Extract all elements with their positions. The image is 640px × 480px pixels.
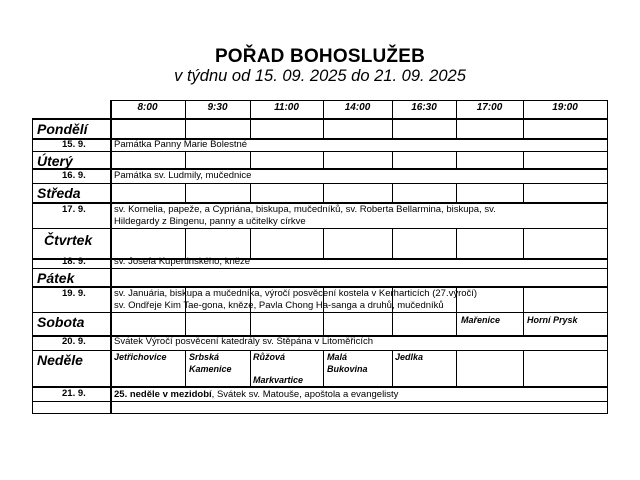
place-label: Malá (327, 352, 348, 362)
time-column-rule (392, 228, 393, 258)
day-name: Středa (37, 185, 81, 201)
table-rule (32, 183, 608, 184)
time-column-rule (185, 312, 186, 335)
place-label: Mařenice (461, 315, 501, 325)
time-column-rule (250, 312, 251, 335)
time-column-rule (392, 312, 393, 335)
table-rule (32, 268, 608, 269)
time-column-rule (456, 350, 457, 386)
place-label: Jetřichovice (114, 352, 167, 362)
time-column-rule (185, 228, 186, 258)
time-column-rule (323, 312, 324, 335)
day-note: sv. Josefa Kupertinského, kněze (114, 256, 251, 267)
time-column-rule (323, 228, 324, 258)
time-column-rule (523, 286, 524, 312)
time-column-rule (523, 312, 524, 335)
day-name: Neděle (37, 352, 83, 368)
time-column-rule (185, 183, 186, 202)
time-column-rule (185, 151, 186, 168)
time-column-rule (250, 183, 251, 202)
day-name: Čtvrtek (44, 232, 93, 248)
day-note: sv. Kornelia, papeže, a Cypriána, biskupa, mučedníků, sv. Roberta Bellarmina, biskupa, sv. (114, 204, 496, 215)
table-rule (32, 386, 608, 388)
time-header: 11:00 (274, 102, 299, 113)
time-header: 16:30 (411, 102, 437, 113)
time-header: 8:00 (137, 102, 158, 113)
time-column-rule (323, 151, 324, 168)
time-column-rule (185, 118, 186, 138)
time-header: 9:30 (207, 102, 228, 113)
time-column-rule (523, 350, 524, 386)
time-column-rule (392, 151, 393, 168)
day-date: 21. 9. (62, 388, 86, 399)
day-date: 18. 9. (62, 256, 86, 267)
day-name: Pondělí (37, 121, 88, 137)
table-rule (32, 350, 608, 351)
day-note (114, 389, 398, 400)
page-subtitle: v týdnu od 15. 09. 2025 do 21. 09. 2025 (174, 67, 466, 85)
sunday-title: 25. neděle v mezidobí (114, 389, 212, 400)
day-name: Pátek (37, 270, 75, 286)
time-column-rule (456, 228, 457, 258)
time-column-rule (392, 350, 393, 386)
day-note: Památka Panny Marie Bolestné (114, 139, 248, 150)
table-rule (32, 413, 608, 414)
time-header: 17:00 (476, 102, 503, 113)
table-border-left (32, 118, 33, 414)
time-column-rule (250, 118, 251, 138)
table-rule (32, 401, 608, 402)
time-column-rule (392, 118, 393, 138)
day-name: Sobota (37, 314, 85, 330)
table-rule (32, 118, 608, 120)
table-rule (32, 151, 608, 152)
place-label: Kamenice (189, 364, 232, 374)
time-column-rule (250, 228, 251, 258)
place-label: Horní Prysk (527, 315, 578, 325)
day-note: Hildegardy z Bingenu, panny a učitelky církve (114, 216, 306, 227)
time-column-rule (456, 312, 457, 335)
day-note: sv. Ondřeje Kim Tae-gona, kněze, Pavla Chong Ha-sanga a druhů, mučedníků (114, 300, 444, 311)
place-label: Bukovina (327, 364, 368, 374)
table-rule (32, 228, 608, 229)
table-rule (32, 312, 608, 313)
place-label: Růžová (253, 352, 286, 362)
day-note: Památka sv. Ludmily, mučednice (114, 170, 252, 181)
table-border-right (607, 100, 608, 414)
day-date: 17. 9. (62, 204, 86, 215)
day-date: 15. 9. (62, 139, 86, 150)
time-column-rule (523, 151, 524, 168)
time-column-rule (523, 118, 524, 138)
time-column-rule (250, 350, 251, 386)
place-label: Jedlka (395, 352, 424, 362)
time-column-rule (250, 151, 251, 168)
day-date: 20. 9. (62, 336, 86, 347)
page-title: POŘAD BOHOSLUŽEB (214, 46, 426, 67)
time-header: 19:00 (552, 102, 578, 113)
place-label: Markvartice (253, 375, 304, 385)
time-column-rule (185, 350, 186, 386)
time-column-rule (456, 151, 457, 168)
time-column-rule (523, 183, 524, 202)
day-note: Svátek Výročí posvěcení katedrály sv. Štěpána v Litoměřicích (114, 336, 374, 347)
time-header: 14:00 (344, 102, 371, 113)
time-column-rule (323, 350, 324, 386)
place-label: Srbská (189, 352, 220, 362)
sunday-feast: , Svátek sv. Matouše, apoštola a evangelisty (211, 389, 399, 400)
day-date: 19. 9. (62, 288, 86, 299)
time-column-rule (392, 183, 393, 202)
time-column-rule (456, 183, 457, 202)
day-note: sv. Januária, biskupa a mučedníka, výročí posvěcení kostela v Kerharticích (27.výročí) (114, 288, 478, 299)
time-column-rule (523, 228, 524, 258)
table-divider (110, 100, 112, 414)
day-date: 16. 9. (62, 170, 86, 181)
time-column-rule (323, 183, 324, 202)
time-column-rule (456, 118, 457, 138)
time-column-rule (323, 118, 324, 138)
day-name: Úterý (37, 153, 73, 169)
